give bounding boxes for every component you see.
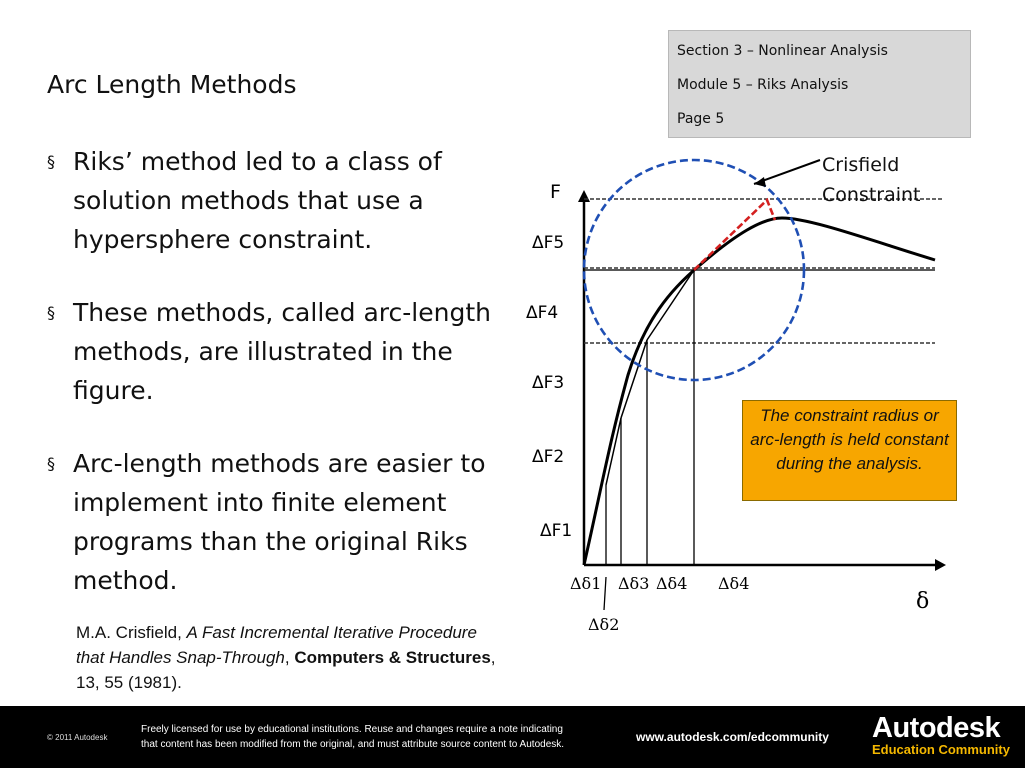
citation-author: M.A. Crisfield,	[76, 623, 187, 642]
y-label-df5: ΔF5	[532, 233, 565, 253]
x-label-dd4-b: Δδ4	[718, 574, 750, 593]
footer-bar	[0, 706, 1025, 768]
y-label-df1: ΔF1	[540, 521, 573, 541]
dd2-pointer	[604, 577, 606, 610]
delta-axis-label: δ	[916, 589, 930, 614]
citation-title: A Fast Incremental Iterative Procedure that Handles Snap-Through	[76, 623, 477, 667]
autodesk-logo: Autodesk	[872, 712, 1001, 744]
crisfield-label-line1: Crisfield	[822, 154, 900, 176]
y-label-df2: ΔF2	[532, 447, 565, 467]
bullet-item	[47, 142, 517, 259]
bullet-text: Arc-length methods are easier to implement into finite element programs than the original Riks method.	[73, 449, 486, 595]
edcommunity-link[interactable]: www.autodesk.com/edcommunity	[636, 730, 829, 744]
copyright: © 2011 Autodesk	[47, 733, 108, 742]
module-label: Module 5 – Riks Analysis	[677, 77, 849, 93]
bullet-list	[47, 142, 517, 634]
y-label-df4: ΔF4	[526, 303, 559, 323]
citation-sep: ,	[284, 648, 295, 667]
crisfield-constraint-label	[822, 150, 921, 210]
bullet-icon: §	[47, 454, 55, 473]
license-line1: Freely licensed for use by educational institutions. Reuse and changes require a note indicating	[141, 724, 563, 735]
bullet-text: These methods, called arc-length methods, are illustrated in the figure.	[73, 298, 491, 405]
bullet-icon: §	[47, 303, 55, 322]
x-label-dd1: Δδ1	[570, 574, 602, 593]
bullet-text: Riks’ method led to a class of solution methods that use a hypersphere constraint.	[73, 147, 442, 254]
x-axis-arrowhead	[935, 559, 946, 571]
section-info-box	[668, 30, 971, 138]
arc-length-figure	[510, 140, 950, 640]
f-axis-label: F	[550, 181, 561, 203]
x-label-dd2: Δδ2	[588, 615, 620, 634]
bullet-icon: §	[47, 152, 55, 171]
x-label-dd4-a: Δδ4	[656, 574, 688, 593]
citation-details: , 13, 55 (1981).	[76, 648, 496, 692]
arc-length-path	[694, 200, 775, 270]
step-lines	[606, 270, 694, 485]
slide-title: Arc Length Methods	[47, 70, 297, 99]
license-line2: that content has been modified from the original, and must attribute source content to Autodesk.	[141, 739, 565, 750]
y-label-df3: ΔF3	[532, 373, 565, 393]
projection-lines	[606, 270, 694, 565]
constraint-callout: The constraint radius or arc-length is held constant during the analysis.	[742, 400, 957, 501]
load-level-lines	[584, 199, 942, 343]
bullet-item	[47, 293, 517, 410]
education-community-label: Education Community	[872, 742, 1010, 757]
page-label: Page 5	[677, 111, 725, 127]
section-label: Section 3 – Nonlinear Analysis	[677, 43, 888, 59]
bullet-item	[47, 444, 517, 600]
citation	[76, 620, 496, 695]
crisfield-label-line2: Constraint	[822, 184, 921, 206]
license-text	[141, 722, 631, 752]
y-axis-arrowhead	[578, 190, 590, 202]
x-label-dd3: Δδ3	[618, 574, 650, 593]
citation-journal: Computers & Structures	[294, 648, 491, 667]
